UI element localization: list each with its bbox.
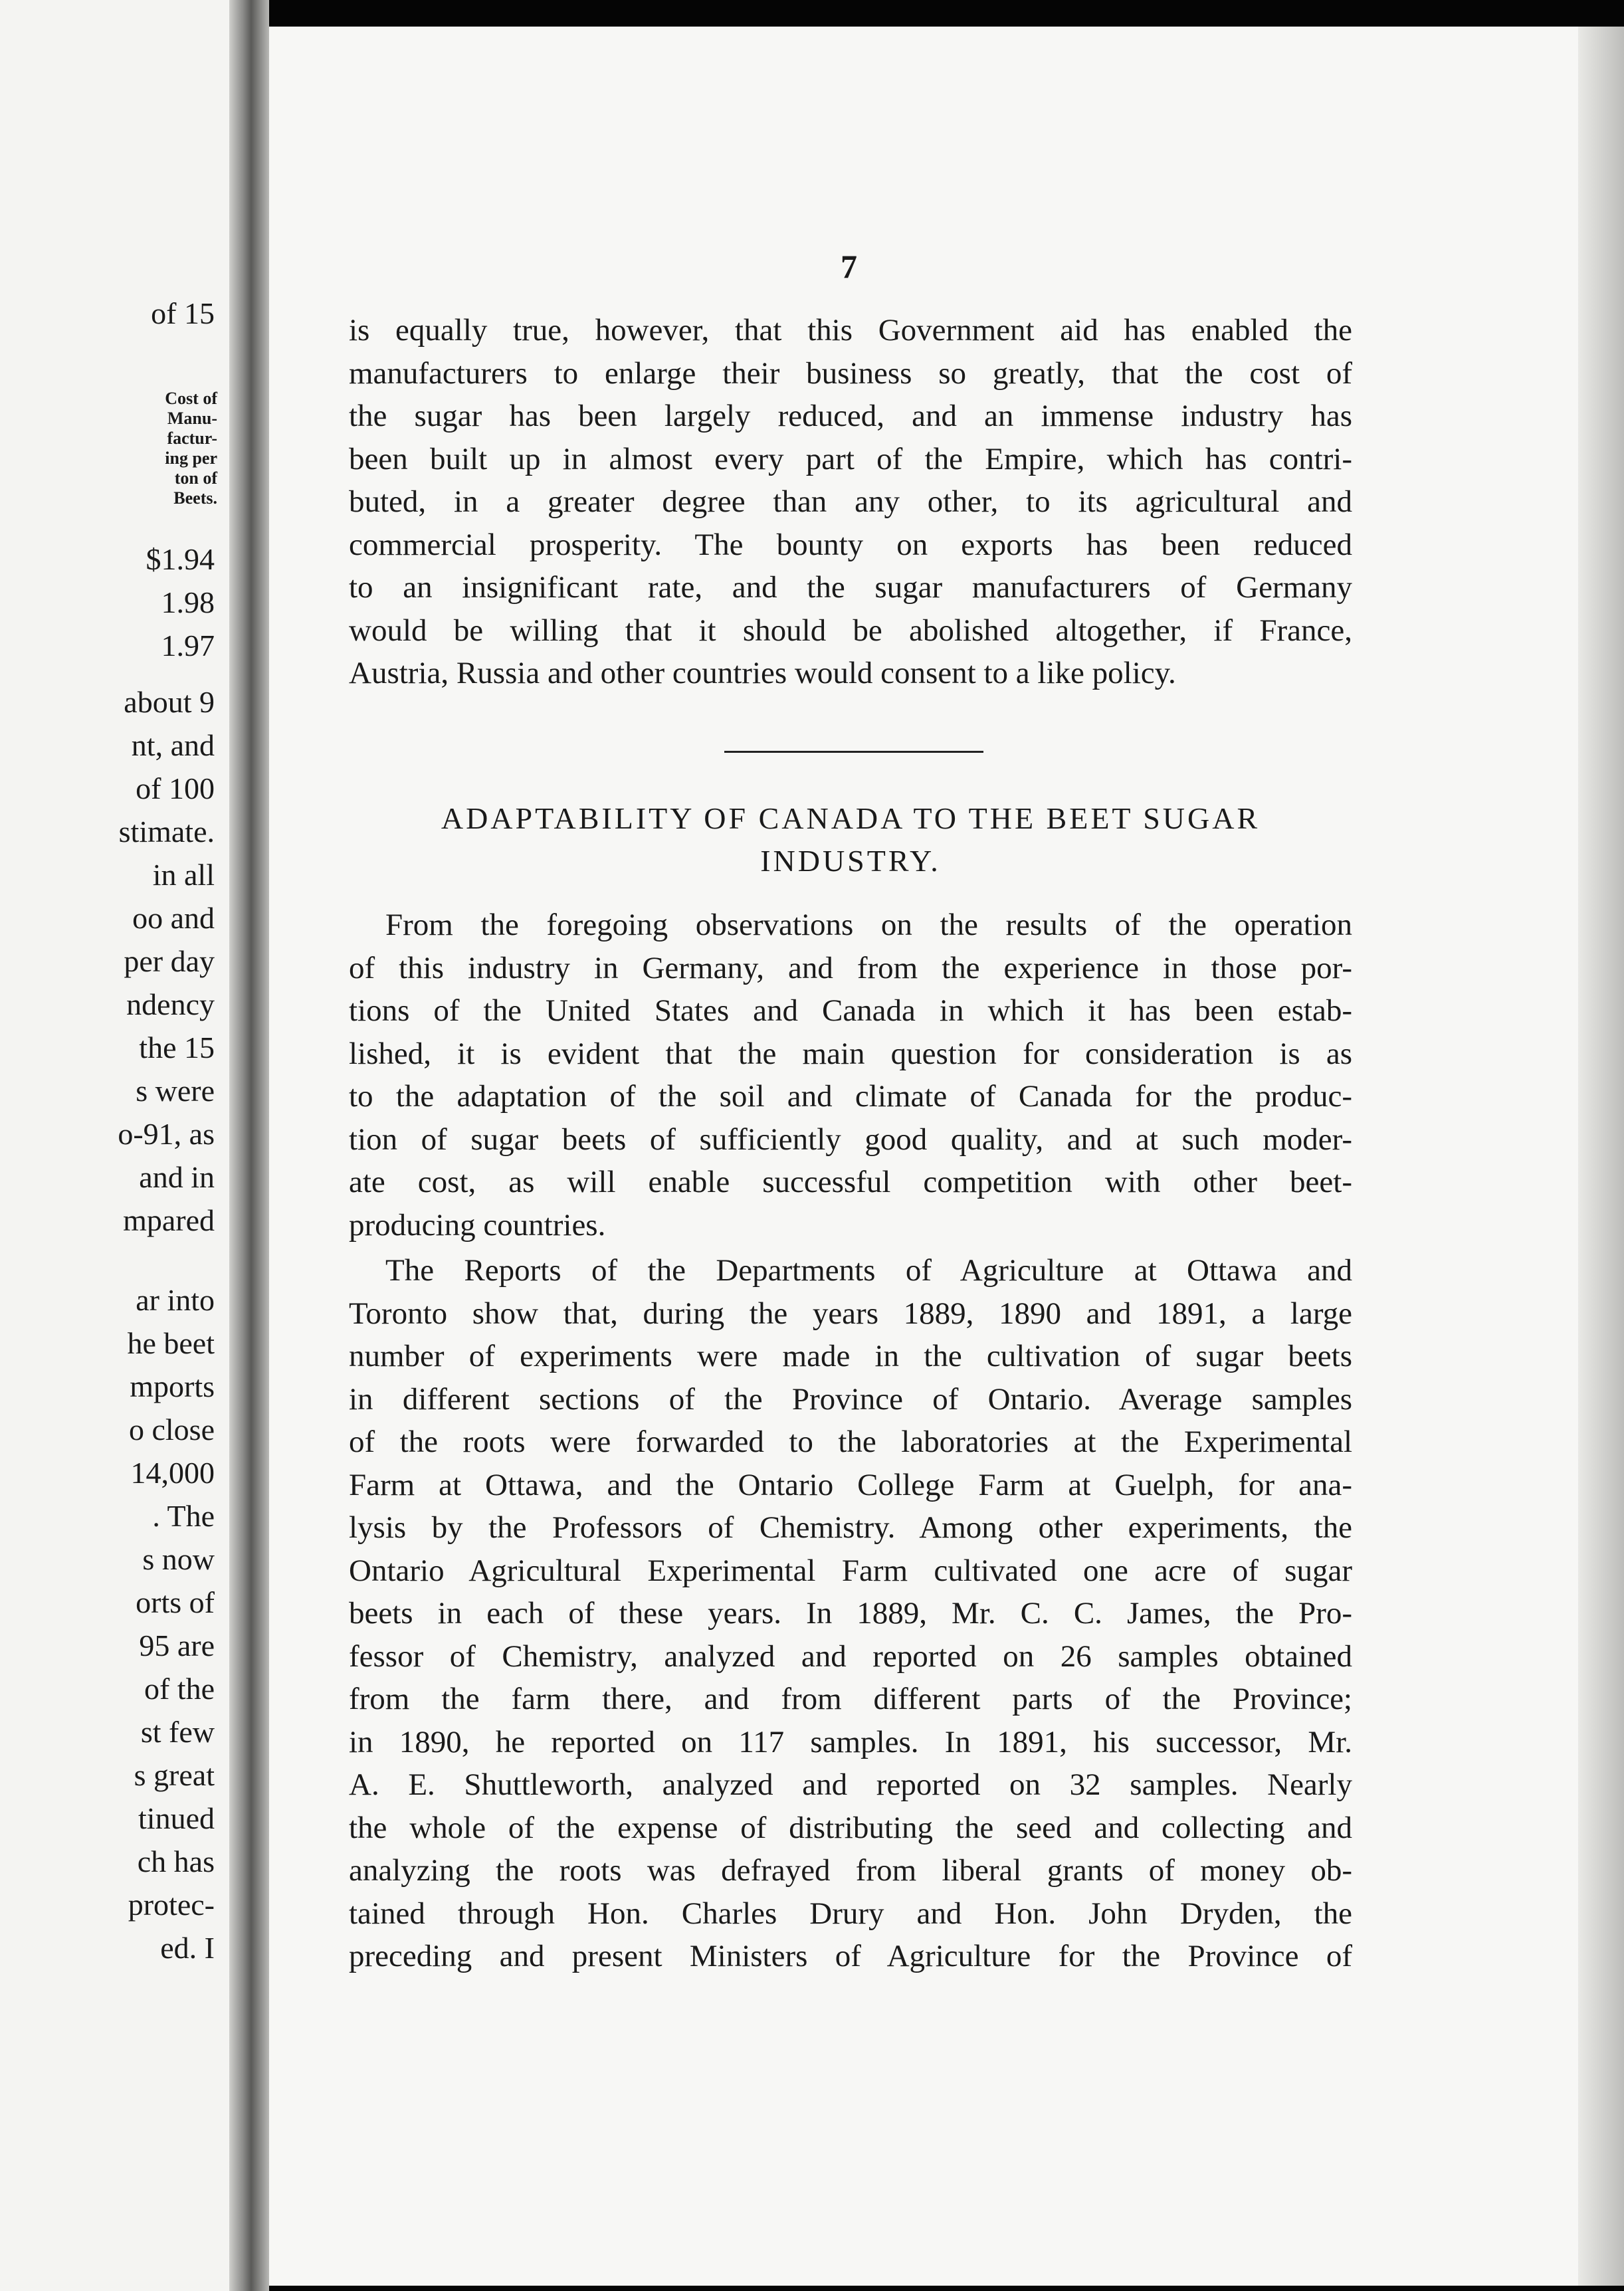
text-line: fessor of Chemistry, analyzed and reported on 26 samples obtained — [349, 1639, 1352, 1674]
margin-note-line: Cost of — [165, 389, 217, 408]
left-text-fragment: he beet — [127, 1326, 215, 1360]
left-text-fragment: s were — [136, 1074, 215, 1108]
left-text-fragment: the 15 — [139, 1031, 215, 1064]
text-line: been built up in almost every part of the Empire, which has contri- — [349, 441, 1352, 476]
text-line: analyzing the roots was defrayed from liberal grants of money ob- — [349, 1853, 1352, 1888]
left-text-fragment: o close — [128, 1413, 215, 1446]
text-line: tained through Hon. Charles Drury and Hon. John Dryden, the — [349, 1896, 1352, 1931]
text-line: of the roots were forwarded to the laboratories at the Experimental — [349, 1425, 1352, 1459]
text-line: is equally true, however, that this Government aid has enabled the — [349, 313, 1352, 348]
left-text-fragment: o-91, as — [118, 1117, 215, 1151]
text-line: Austria, Russia and other countries would consent to a like policy. — [349, 656, 1176, 690]
left-text-fragment: s great — [134, 1758, 215, 1792]
page-number: 7 — [841, 248, 857, 285]
left-text-fragment: ndency — [126, 987, 215, 1021]
left-text-fragment: 14,000 — [130, 1456, 215, 1490]
margin-note-line: ing per — [165, 448, 217, 468]
margin-note-line: factur- — [167, 429, 217, 448]
left-text-fragment: of 100 — [136, 771, 215, 805]
text-line: number of experiments were made in the cultivation of sugar beets — [349, 1339, 1352, 1373]
left-text-fragment: st few — [140, 1715, 215, 1749]
heading-line-2: INDUSTRY. — [760, 844, 941, 878]
text-line: to the adaptation of the soil and climate of Canada for the produc- — [349, 1079, 1352, 1114]
text-line: ate cost, as will enable successful competition with other beet- — [349, 1165, 1352, 1199]
left-text-fragment: . The — [152, 1499, 215, 1533]
text-line: A. E. Shuttleworth, analyzed and reported on 32 samples. Nearly — [349, 1767, 1352, 1802]
left-text-fragment: ar into — [136, 1283, 215, 1317]
book-gutter — [229, 0, 269, 2291]
heading-line-1: ADAPTABILITY OF CANADA TO THE BEET SUGAR — [441, 801, 1261, 835]
text-line: to an insignificant rate, and the sugar manufacturers of Germany — [349, 570, 1352, 605]
text-line: buted, in a greater degree than any other, to its agricultural and — [349, 484, 1352, 519]
left-text-fragment: 1.97 — [161, 629, 215, 662]
page-edge — [1578, 27, 1624, 2286]
left-text-fragment: of 15 — [151, 296, 215, 330]
left-text-fragment: $1.94 — [146, 542, 215, 576]
left-text-fragment: orts of — [136, 1585, 215, 1619]
margin-note — [84, 389, 217, 508]
left-text-fragment: mpared — [123, 1203, 215, 1237]
section-heading — [349, 797, 1352, 882]
text-line: lished, it is evident that the main question for consideration is as — [349, 1036, 1352, 1071]
left-text-fragment: oo and — [132, 901, 215, 935]
left-page — [0, 0, 229, 2291]
text-line: beets in each of these years. In 1889, Mr. C. C. James, the Pro- — [349, 1596, 1352, 1631]
text-line: commercial prosperity. The bounty on exports has been reduced — [349, 527, 1352, 562]
left-text-fragment: 1.98 — [161, 585, 215, 619]
text-line: Ontario Agricultural Experimental Farm cultivated one acre of sugar — [349, 1553, 1352, 1588]
intro-paragraph — [349, 309, 1352, 695]
left-text-fragment: and in — [139, 1160, 215, 1194]
left-text-fragment: ch has — [137, 1844, 215, 1878]
left-text-fragment: per day — [124, 944, 215, 978]
paragraph-1 — [349, 904, 1352, 1246]
left-text-fragment: s now — [142, 1542, 215, 1576]
margin-note-line: ton of — [174, 468, 217, 488]
text-line: producing countries. — [349, 1207, 606, 1243]
left-text-fragment: about 9 — [124, 685, 215, 719]
text-line: in different sections of the Province of Ontario. Average samples — [349, 1381, 1352, 1417]
text-line: preceding and present Ministers of Agriculture for the Province of — [349, 1939, 1352, 1973]
left-text-fragment: 95 are — [139, 1629, 215, 1662]
text-line: Farm at Ottawa, and the Ontario College Farm at Guelph, for ana- — [349, 1467, 1352, 1502]
text-line: lysis by the Professors of Chemistry. Among other experiments, the — [349, 1510, 1352, 1545]
left-text-fragment: tinued — [138, 1801, 215, 1835]
left-text-fragment: of the — [144, 1672, 215, 1706]
text-line: would be willing that it should be abolished altogether, if France, — [349, 613, 1352, 648]
text-line: tions of the United States and Canada in which it has been estab- — [349, 993, 1352, 1028]
text-line: From the foregoing observations on the results of the operation — [385, 908, 1352, 942]
text-line: tion of sugar beets of sufficiently good quality, and at such moder- — [349, 1122, 1352, 1157]
left-text-fragment: ed. I — [160, 1931, 215, 1965]
text-line: The Reports of the Departments of Agriculture at Ottawa and — [385, 1253, 1352, 1288]
left-text-fragment: mports — [130, 1369, 215, 1403]
text-line: from the farm there, and from different parts of the Province; — [349, 1682, 1352, 1716]
text-line: the whole of the expense of distributing the seed and collecting and — [349, 1810, 1352, 1845]
text-line: in 1890, he reported on 117 samples. In 1891, his successor, Mr. — [349, 1724, 1352, 1759]
text-line: of this industry in Germany, and from the experience in those por- — [349, 950, 1352, 985]
left-text-fragment: stimate. — [118, 815, 215, 848]
left-text-fragment: in all — [152, 858, 215, 892]
margin-note-line: Manu- — [167, 409, 217, 428]
text-line: Toronto show that, during the years 1889, 1890 and 1891, a large — [349, 1296, 1352, 1331]
left-text-fragment: nt, and — [131, 728, 215, 762]
section-divider — [724, 751, 983, 753]
paragraph-2 — [349, 1249, 1352, 1978]
left-text-fragment: protec- — [128, 1888, 215, 1922]
text-line: manufacturers to enlarge their business so greatly, that the cost of — [349, 355, 1352, 391]
text-line: the sugar has been largely reduced, and an immense industry has — [349, 399, 1352, 433]
margin-note-line: Beets. — [173, 488, 217, 508]
